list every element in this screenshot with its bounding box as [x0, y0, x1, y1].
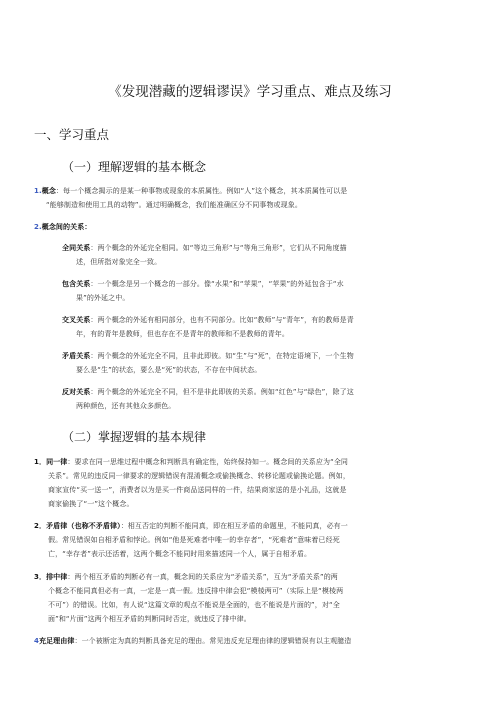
- document-title: 《发现潜藏的逻辑谬误》学习重点、难点及练习: [108, 84, 392, 100]
- paragraph-concept-relations: [34, 220, 91, 234]
- text-line: ：要求在同一思维过程中概念和判断具有确定性，始终保持如一。概念间的关系应为“全同: [67, 458, 349, 466]
- item-number: 1．: [34, 458, 47, 466]
- law-excluded-middle-line2: 个概念不能同真但必有一真，一定是一真一假。违反排中律会犯“模棱两可”（实际上是“模棱两: [48, 587, 344, 595]
- law-excluded-middle: [34, 570, 476, 584]
- term-law-excluded-middle: 排中律: [46, 573, 68, 581]
- term-identity: 全同关系: [62, 244, 91, 252]
- item-number: 1.: [34, 187, 42, 195]
- term-concept: 概念: [41, 187, 56, 195]
- text-line: ：一个被断定为真的判断具备充足的理由。常见违反充足理由律的逻辑错误有以主观臆造: [74, 637, 352, 645]
- law-sufficient-reason: [34, 634, 476, 648]
- law-excluded-middle-line4: 面”和“片面”这两个相互矛盾的判断同时否定，就违反了排中律。: [48, 615, 251, 623]
- subheading-basic-concepts: （一）理解逻辑的基本概念: [62, 160, 207, 174]
- relation-contradiction: [62, 349, 476, 363]
- relation-identity-cont: 述，但所指对象完全一致。: [76, 258, 162, 266]
- text-line: ：两个概念的外延完全相同。如“等边三角形”与“等角三角形”，它们从不同角度描: [90, 244, 347, 252]
- text-line: ：两个相互矛盾的判断必有一真，概念间的关系应为“矛盾关系”，互为“矛盾关系”的两: [67, 573, 338, 581]
- term-law-identity: 同一律: [46, 458, 68, 466]
- subheading-basic-laws: （二）掌握逻辑的基本规律: [62, 430, 207, 444]
- law-identity: [34, 455, 476, 469]
- text-line: ：每一个概念揭示的是某一种事物或现象的本质属性。例如“人”这个概念，其本质属性可以是: [55, 187, 348, 195]
- term-intersection: 交叉关系: [62, 316, 91, 324]
- relation-contradiction-cont: 要么是“生”的状态，要么是“死”的状态，不存在中间状态。: [76, 366, 262, 374]
- relation-inclusion-cont: 果”的外延之中。: [76, 294, 130, 302]
- item-number: 4: [34, 637, 39, 645]
- relation-contrary: [62, 385, 476, 399]
- item-number: 2．: [34, 522, 47, 530]
- text-line: ：两个概念的外延有相同部分，也有不同部分。比如“教师”与“青年”，有的教师是青: [90, 316, 354, 324]
- relation-intersection-cont: 年，有的青年是教师，但也存在不是青年的教师和不是教师的青年。: [76, 330, 289, 338]
- law-identity-line4: 商家偷换了“一”这个概念。: [48, 500, 134, 508]
- paragraph-concept-cont: “能够制造和使用工具的动物”。通过明确概念，我们能准确区分不同事物或现象。: [46, 201, 302, 209]
- text-line: ：一个概念是另一个概念的一部分。像“水果”和“苹果”，“苹果”的外延包含于“水: [90, 280, 344, 288]
- relation-intersection: [62, 313, 476, 327]
- item-number: 2.: [34, 223, 42, 231]
- law-excluded-middle-line3: 不可”）的错误。比如，有人说“这篇文章的观点不能说是全面的，也不能说是片面的”，对“全: [48, 601, 340, 609]
- term-contradiction: 矛盾关系: [62, 352, 91, 360]
- text-line: ：相互否定的判断不能同真，即在相互矛盾的命题里，不能同真，必有一: [120, 522, 348, 530]
- term-contrary: 反对关系: [62, 388, 91, 396]
- text-line: ：两个概念的外延完全不同，但不是非此即彼的关系。例如“红色”与“绿色”，除了这: [90, 388, 354, 396]
- law-non-contradiction-line2: 假。常见错误如自相矛盾和悖论。例如“他是死难者中唯一的幸存者”，“死难者”意味着已经死: [48, 536, 340, 544]
- law-identity-line2: 关系”。常见的违反同一律要求的逻辑错误有混淆概念或偷换概念、转移论题或偷换论题。例如，: [48, 472, 350, 480]
- section-heading-key-points: 一、学习重点: [34, 127, 110, 142]
- relation-identity: [62, 241, 476, 255]
- relation-inclusion: [62, 277, 476, 291]
- term-law-non-contradiction: 矛盾律（也称不矛盾律）: [46, 522, 121, 530]
- relation-contrary-cont: 两种颜色，还有其他众多颜色。: [76, 402, 176, 410]
- law-non-contradiction-line3: 亡，“幸存者”表示还活着，这两个概念不能同时用来描述同一个人，属于自相矛盾。: [48, 550, 312, 558]
- item-number: 3．: [34, 573, 47, 581]
- term-inclusion: 包含关系: [62, 280, 91, 288]
- term-law-sufficient-reason: 充足理由律: [38, 637, 75, 645]
- text-line: ：两个概念的外延完全不同，且非此即彼。如“生”与“死”，在特定语境下，一个生物: [90, 352, 354, 360]
- law-non-contradiction: [34, 519, 476, 533]
- law-identity-line3: 商家宣传“买一送一”，消费者以为是买一件商品送同样的一件，结果商家送的是小礼品，这就是: [48, 486, 347, 494]
- term-relations: 概念间的关系: [41, 223, 85, 231]
- paragraph-concept: [34, 184, 474, 198]
- colon: ：: [84, 223, 92, 231]
